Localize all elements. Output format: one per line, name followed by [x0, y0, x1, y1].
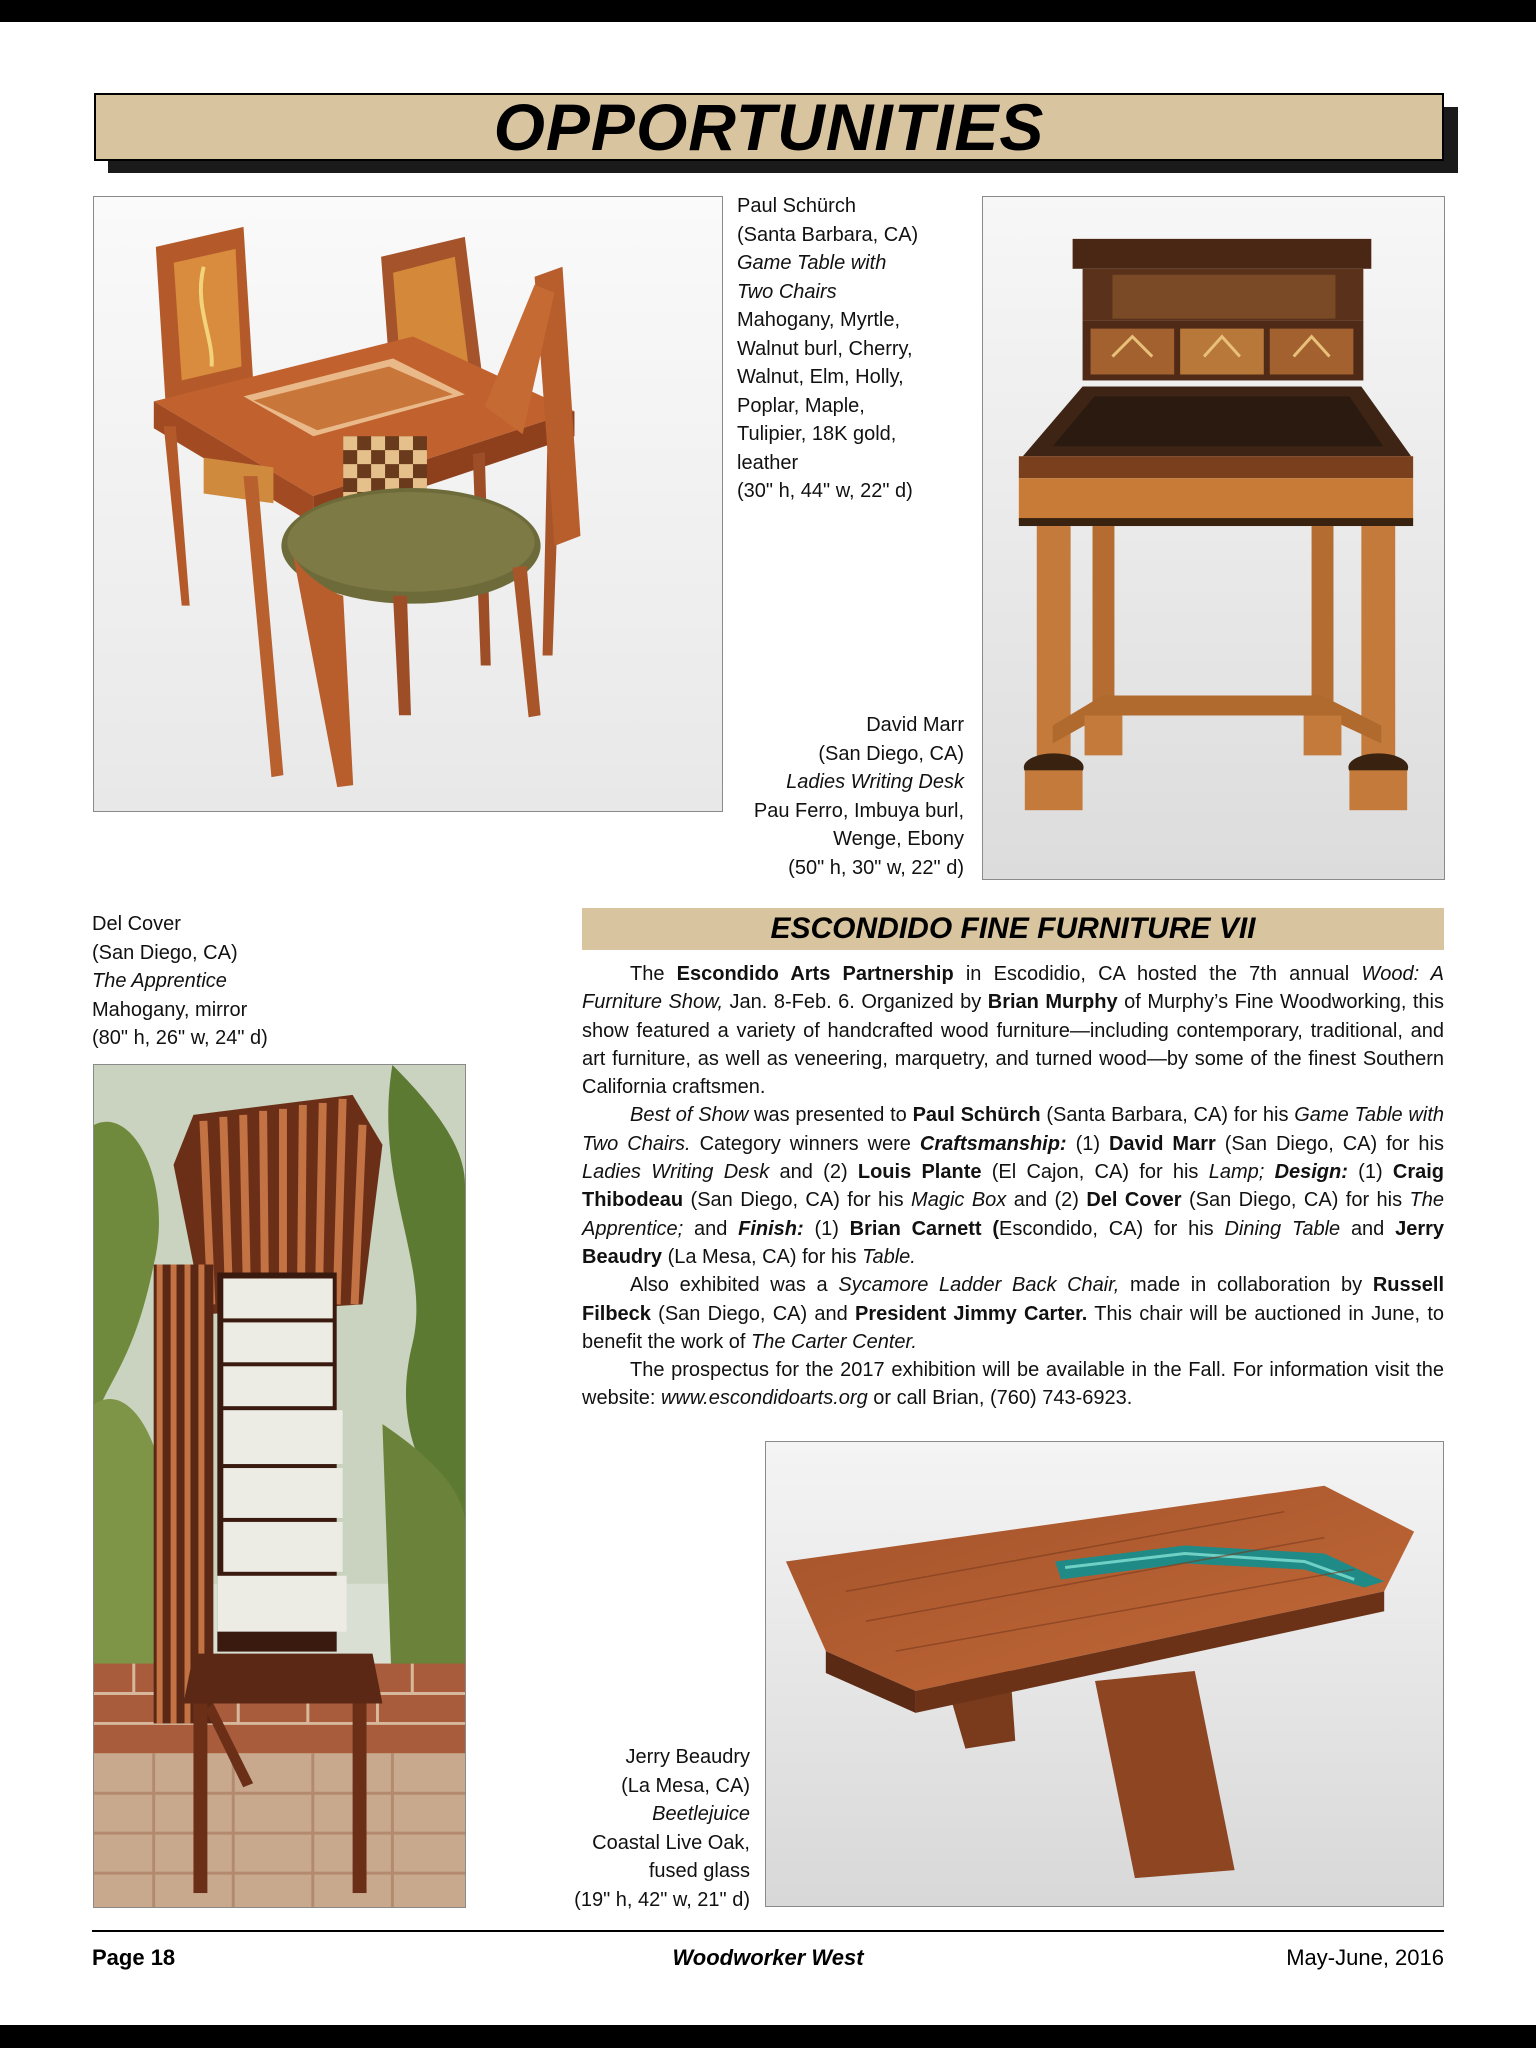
beetlejuice-illustration [766, 1442, 1443, 1906]
caption-cover [92, 910, 268, 1053]
caption-dimensions: (30" h, 44" w, 22" d) [737, 480, 913, 502]
caption-work-title: Ladies Writing Desk [786, 771, 964, 793]
section-banner [94, 90, 1444, 164]
caption-location: (San Diego, CA) [92, 941, 238, 964]
website-link: www.escondidoarts.org [660, 1387, 868, 1410]
caption-materials: Pau Ferro, Imbuya burl, [753, 799, 964, 822]
caption-location: (San Diego, CA) [818, 742, 964, 765]
article-body [582, 960, 1444, 1413]
caption-dimensions: (50" h, 30" w, 22" d) [788, 856, 964, 879]
article-paragraph: Also exhibited was a Sycamore Ladder Back Chair, made in collaboration by Russell Filbeck (San Diego, CA) and President Jimmy Carter. This chair will be auctioned in June, to benefit the work of The Carter Center. [582, 1274, 1445, 1353]
caption-work-title: Two Chairs [737, 280, 837, 303]
caption-materials: fused glass [648, 1860, 750, 1882]
caption-schurch [737, 192, 918, 506]
caption-materials: Mahogany, Myrtle, [737, 309, 901, 331]
caption-materials: Mahogany, mirror [92, 998, 248, 1021]
caption-artist: Del Cover [92, 913, 181, 935]
bottom-black-bar [0, 2025, 1536, 2048]
caption-dimensions: (19" h, 42" w, 21" d) [574, 1888, 750, 1911]
article-heading: ESCONDIDO FINE FURNITURE VII [770, 912, 1256, 945]
caption-materials: Walnut, Elm, Holly, [737, 366, 904, 388]
caption-materials: Coastal Live Oak, [592, 1831, 750, 1854]
caption-materials: Poplar, Maple, [737, 394, 865, 417]
page-title: OPPORTUNITIES [493, 90, 1045, 164]
page-number: Page 18 [92, 1945, 176, 1970]
article-paragraph: The Escondido Arts Partnership in Escodidio, CA hosted the 7th annual Wood: A Furniture Show, Jan. 8-Feb. 6. Organized by Brian Murphy of Murphy’s Fine Woodworking, this show featured a variety of handcrafted wood furniture—including contemporary, traditional, and art furniture, as well as veneering, marquetry, and turned wood—by some of the finest Southern California craftsmen. [582, 963, 1444, 1099]
caption-location: (Santa Barbara, CA) [737, 223, 919, 246]
apprentice-photo [93, 1064, 466, 1908]
beetlejuice-photo [765, 1441, 1444, 1907]
writing-desk-photo [982, 196, 1445, 880]
caption-dimensions: (80" h, 26" w, 24" d) [92, 1027, 268, 1049]
apprentice-illustration [94, 1065, 465, 1907]
caption-artist: David Marr [866, 714, 964, 736]
caption-beaudry [574, 1743, 750, 1914]
caption-marr [754, 711, 964, 882]
game-table-photo [93, 196, 723, 812]
caption-materials: Wenge, Ebony [833, 828, 964, 850]
writing-desk-illustration [983, 197, 1444, 879]
caption-artist: Jerry Beaudry [625, 1746, 750, 1768]
article-paragraph: The prospectus for the 2017 exhibition will be available in the Fall. For information visit the website: www.escondidoarts.org or call Brian, (760) 743-6923. [582, 1359, 1444, 1410]
top-black-bar [0, 0, 1536, 22]
caption-materials: leather [737, 451, 799, 474]
caption-work-title: Beetlejuice [652, 1803, 750, 1825]
caption-materials: Walnut burl, Cherry, [737, 337, 913, 360]
caption-location: (La Mesa, CA) [621, 1774, 750, 1797]
article-paragraph: Best of Show was presented to Paul Schürch (Santa Barbara, CA) for his Game Table with Two Chairs. Category winners were Craftsmanship: (1) David Marr (San Diego, CA) for his Ladies Writing Desk and (2) Louis Plante (El Cajon, CA) for his Lamp; Design: (1) Craig Thibodeau (San Diego, CA) for his Magic Box and (2) Del Cover (San Diego, CA) for his The Apprentice; and Finish: (1) Brian Carnett (Escondido, CA) for his Dining Table and Jerry Beaudry (La Mesa, CA) for his Table. [582, 1104, 1445, 1268]
footer-rule [92, 1930, 1444, 1932]
caption-work-title: Game Table with [737, 252, 887, 274]
issue-date: May-June, 2016 [1286, 1945, 1444, 1970]
caption-materials: Tulipier, 18K gold, [737, 423, 897, 445]
game-table-illustration [94, 197, 722, 811]
article-heading-bar [582, 908, 1444, 950]
caption-artist: Paul Schürch [737, 195, 856, 217]
publication-name: Woodworker West [672, 1945, 864, 1970]
caption-work-title: The Apprentice [92, 970, 227, 992]
